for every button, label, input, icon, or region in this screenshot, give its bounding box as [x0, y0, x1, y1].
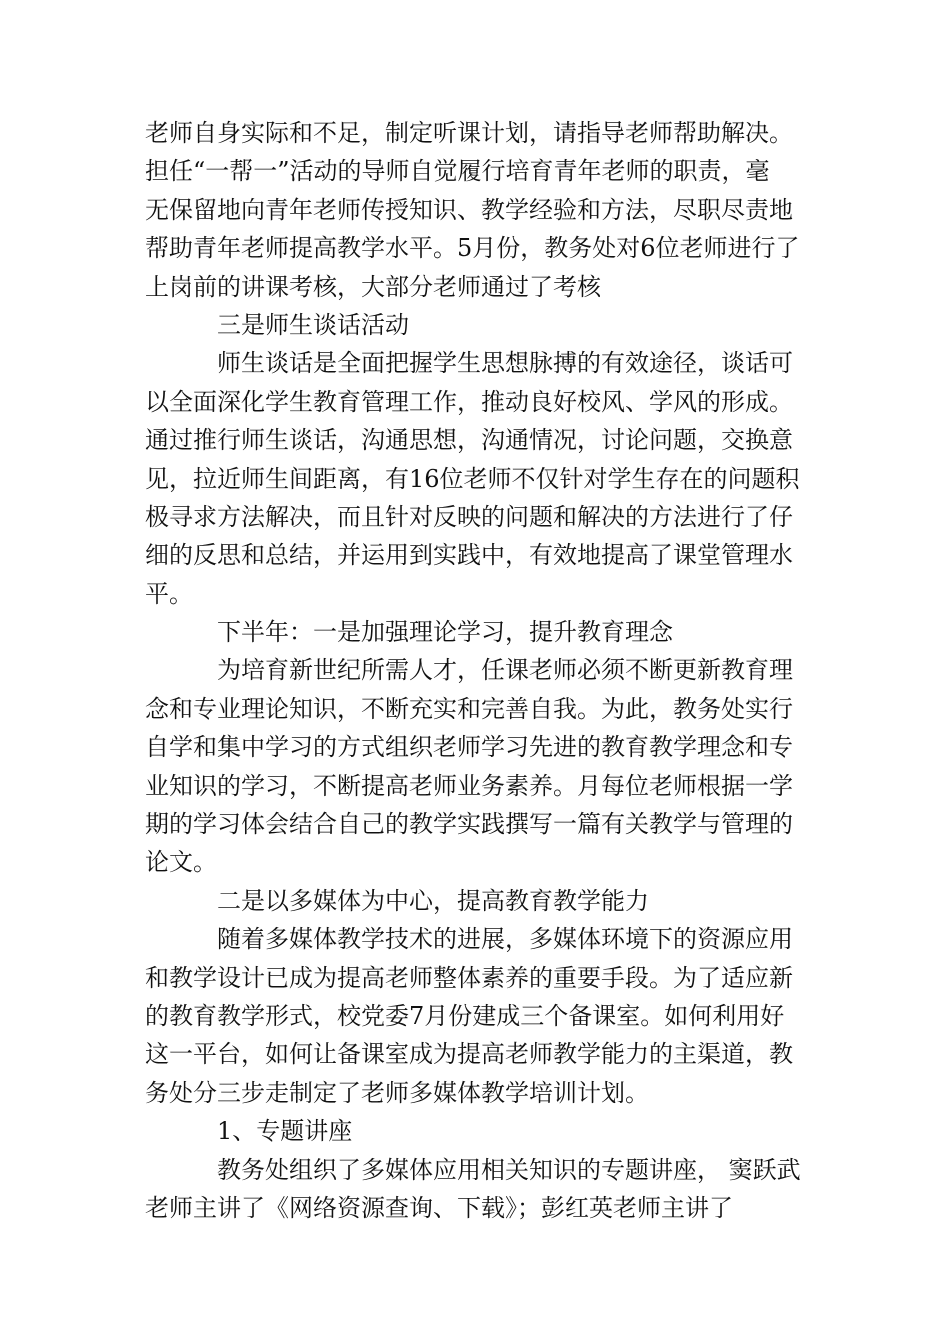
text-line: 自学和集中学习的方式组织老师学习先进的教育教学理念和专	[145, 733, 793, 762]
section-heading: 三是师生谈话活动	[217, 310, 409, 339]
text-line: 论文。	[145, 848, 217, 877]
text-line: 和教学设计已成为提高老师整体素养的重要手段。为了适应新	[145, 963, 793, 992]
paragraph-start: 教务处组织了多媒体应用相关知识的专题讲座， 窦跃武	[217, 1155, 801, 1184]
paragraph-start: 随着多媒体教学技术的进展，多媒体环境下的资源应用	[217, 925, 793, 954]
text-line: 期的学习体会结合自己的教学实践撰写一篇有关教学与管理的	[145, 810, 793, 839]
text-line: 老师主讲了《网络资源查询、下载》；彭红英老师主讲了	[145, 1193, 733, 1222]
text-line: 这一平台，如何让备课室成为提高老师教学能力的主渠道，教	[145, 1040, 793, 1069]
text-line: 老师自身实际和不足，制定听课计划，请指导老师帮助解决。	[145, 119, 793, 147]
document-body	[145, 114, 815, 1227]
section-heading: 下半年：一是加强理论学习，提升教育理念	[217, 618, 673, 647]
text-line: 细的反思和总结，并运用到实践中，有效地提高了课堂管理水	[145, 541, 793, 570]
text-line: 业知识的学习，不断提高老师业务素养。月每位老师根据一学	[145, 771, 793, 800]
section-heading: 二是以多媒体为中心，提高教育教学能力	[217, 886, 649, 915]
text-line: 务处分三步走制定了老师多媒体教学培训计划。	[145, 1078, 649, 1107]
text-line: 见，拉近师生间距离，有16位老师不仅针对学生存在的问题积	[145, 464, 800, 493]
section-heading: 1、专题讲座	[217, 1117, 353, 1146]
text-line: 通过推行师生谈话，沟通思想，沟通情况，讨论问题，交换意	[145, 426, 793, 455]
text-line: 无保留地向青年老师传授知识、教学经验和方法，尽职尽责地	[145, 195, 793, 224]
text-line: 的教育教学形式，校党委7月份建成三个备课室。如何利用好	[145, 1001, 785, 1030]
text-line: 极寻求方法解决，而且针对反映的问题和解决的方法进行了仔	[145, 502, 793, 531]
text-line: 担任“一帮一”活动的导师自觉履行培育青年老师的职责，毫	[145, 157, 770, 186]
text-line: 上岗前的讲课考核，大部分老师通过了考核	[145, 272, 601, 301]
text-line: 念和专业理论知识，不断充实和完善自我。为此，教务处实行	[145, 694, 793, 723]
paragraph-start: 为培育新世纪所需人才，任课老师必须不断更新教育理	[217, 656, 793, 685]
paragraph-start: 师生谈话是全面把握学生思想脉搏的有效途径，谈话可	[217, 349, 793, 378]
text-line: 帮助青年老师提高教学水平。5月份，教务处对6位老师进行了	[145, 234, 800, 263]
text-line: 以全面深化学生教育管理工作，推动良好校风、学风的形成。	[145, 387, 793, 416]
text-line: 平。	[145, 579, 193, 608]
